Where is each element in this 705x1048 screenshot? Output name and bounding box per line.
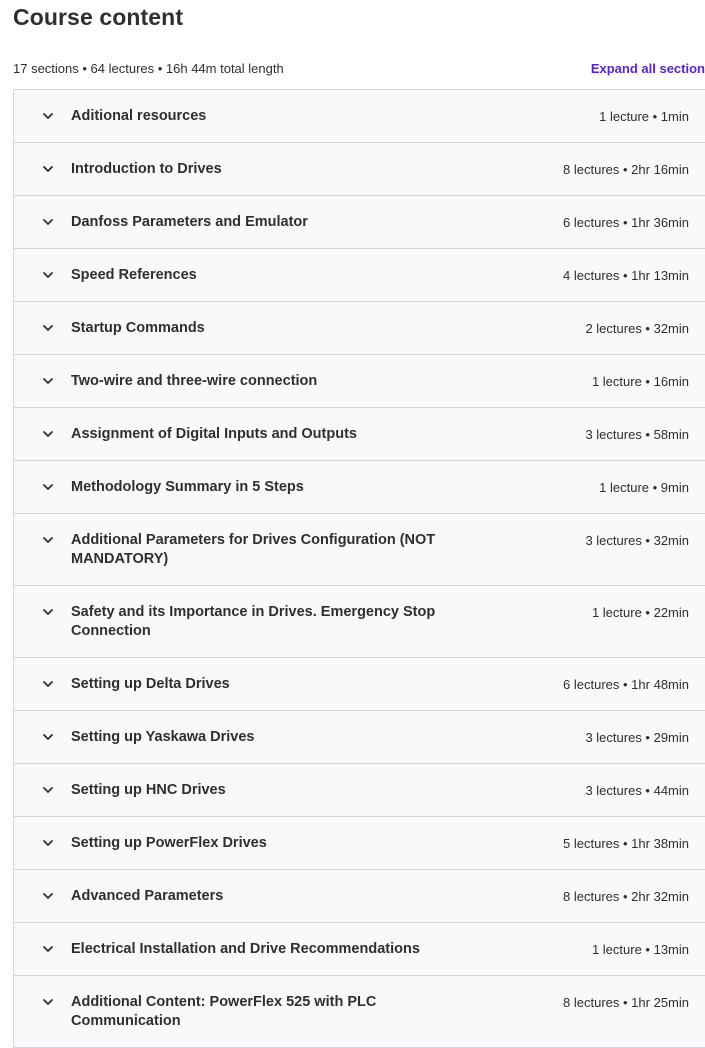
chevron-down-icon — [40, 835, 56, 851]
section-meta: 1 lecture • 22min — [591, 605, 689, 620]
section-row[interactable] — [14, 870, 705, 923]
section-meta: 3 lectures • 32min — [585, 533, 689, 548]
section-meta: 8 lectures • 1hr 25min — [563, 995, 689, 1010]
section-title: Safety and its Importance in Drives. Emergency Stop Connection — [71, 604, 436, 639]
chevron-down-icon — [40, 320, 56, 336]
section-row[interactable] — [14, 355, 705, 408]
section-list — [13, 89, 705, 1048]
section-meta: 3 lectures • 29min — [585, 730, 689, 745]
section-title: Setting up Yaskawa Drives — [71, 729, 255, 745]
section-meta: 8 lectures • 2hr 32min — [563, 889, 689, 904]
section-title: Aditional resources — [71, 108, 207, 124]
section-title: Speed References — [71, 267, 197, 283]
chevron-down-icon — [40, 108, 56, 124]
section-meta: 1 lecture • 13min — [591, 942, 689, 957]
section-title: Startup Commands — [71, 320, 205, 336]
section-meta: 6 lectures • 1hr 36min — [563, 215, 689, 230]
section-title: Setting up HNC Drives — [71, 782, 226, 798]
section-row[interactable] — [14, 461, 705, 514]
section-row[interactable] — [14, 586, 705, 658]
chevron-down-icon — [40, 782, 56, 798]
chevron-down-icon — [40, 267, 56, 283]
section-row[interactable] — [14, 408, 705, 461]
course-summary-bar — [13, 61, 705, 76]
section-title: Two-wire and three-wire connection — [71, 373, 318, 389]
section-title: Additional Content: PowerFlex 525 with PLC Communication — [71, 994, 377, 1029]
section-title: Setting up Delta Drives — [71, 676, 230, 692]
chevron-down-icon — [40, 479, 56, 495]
section-meta: 6 lectures • 1hr 48min — [563, 677, 689, 692]
section-row[interactable] — [14, 658, 705, 711]
section-row[interactable] — [14, 711, 705, 764]
section-meta: 2 lectures • 32min — [585, 321, 689, 336]
page-title: Course content — [13, 4, 184, 30]
chevron-down-icon — [40, 161, 56, 177]
section-row[interactable] — [14, 817, 705, 870]
section-row[interactable] — [14, 302, 705, 355]
section-title: Assignment of Digital Inputs and Outputs — [71, 426, 357, 442]
section-title: Setting up PowerFlex Drives — [71, 835, 267, 851]
section-row[interactable] — [14, 196, 705, 249]
section-row[interactable] — [14, 90, 705, 143]
section-meta: 1 lecture • 1min — [599, 109, 689, 124]
section-title: Methodology Summary in 5 Steps — [71, 479, 304, 495]
chevron-down-icon — [40, 426, 56, 442]
section-meta: 4 lectures • 1hr 13min — [563, 268, 689, 283]
section-meta: 1 lecture • 16min — [591, 374, 689, 389]
section-row[interactable] — [14, 514, 705, 586]
section-row[interactable] — [14, 143, 705, 196]
section-row[interactable] — [14, 923, 705, 976]
section-title: Advanced Parameters — [71, 888, 224, 904]
chevron-down-icon — [40, 532, 56, 548]
chevron-down-icon — [40, 994, 56, 1010]
section-title: Additional Parameters for Drives Configuration (NOT MANDATORY) — [71, 532, 436, 567]
chevron-down-icon — [40, 676, 56, 692]
chevron-down-icon — [40, 373, 56, 389]
section-title: Electrical Installation and Drive Recommendations — [71, 941, 420, 957]
section-meta: 5 lectures • 1hr 38min — [563, 836, 689, 851]
section-title: Introduction to Drives — [71, 161, 222, 177]
chevron-down-icon — [40, 604, 56, 620]
chevron-down-icon — [40, 888, 56, 904]
section-meta: 8 lectures • 2hr 16min — [563, 162, 689, 177]
section-meta: 3 lectures • 44min — [585, 783, 689, 798]
section-row[interactable] — [14, 976, 705, 1048]
section-title: Danfoss Parameters and Emulator — [71, 214, 308, 230]
course-summary: 17 sections • 64 lectures • 16h 44m total length — [13, 61, 284, 76]
chevron-down-icon — [40, 941, 56, 957]
section-meta: 3 lectures • 58min — [585, 427, 689, 442]
chevron-down-icon — [40, 214, 56, 230]
section-row[interactable] — [14, 249, 705, 302]
section-row[interactable] — [14, 764, 705, 817]
chevron-down-icon — [40, 729, 56, 745]
section-meta: 1 lecture • 9min — [599, 480, 689, 495]
expand-all-sections-button[interactable]: Expand all section — [590, 61, 705, 76]
